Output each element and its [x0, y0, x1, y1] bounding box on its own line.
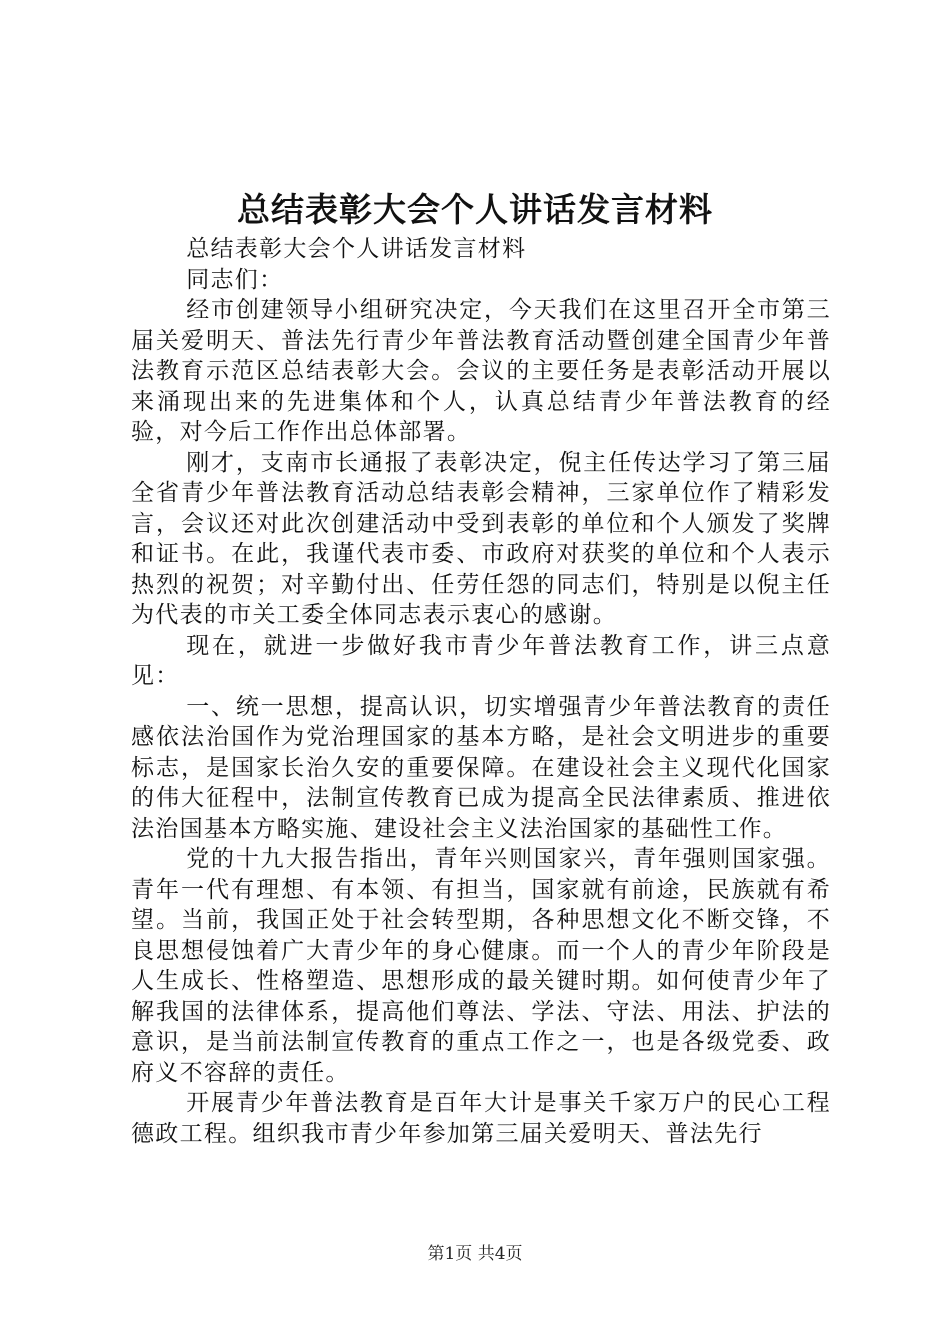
document-title: 总结表彰大会个人讲话发言材料	[237, 190, 713, 229]
paragraph-subtitle: 总结表彰大会个人讲话发言材料	[186, 236, 527, 262]
paragraph: 一、统一思想，提高认识，切实增强青少年普法教育的责任感依法治国作为党治理国家的基本方略，是社会文明进步的重要标志，是国家长治久安的重要保障。在建设社会主义现代化国家的伟大征程中，法制宣传教育已成为提高全民法律素质、推进依法治国基本方略实施、建设社会主义法治国家的基础性工作。	[131, 693, 831, 842]
paragraph: 党的十九大报告指出，青年兴则国家兴，青年强则国家强。青年一代有理想、有本领、有担当，国家就有前途，民族就有希望。当前，我国正处于社会转型期，各种思想文化不断交锋，不良思想侵蚀着广大青少年的身心健康。而一个人的青少年阶段是人生成长、性格塑造、思想形成的最关键时期。如何使青少年了解我国的法律体系，提高他们尊法、学法、守法、用法、护法的意识，是当前法制宣传教育的重点工作之一，也是各级党委、政府义不容辞的责任。	[131, 846, 831, 1086]
document-body	[131, 234, 831, 1149]
page-footer: 第1页 共4页	[427, 1244, 523, 1264]
paragraph-salutation: 同志们：	[186, 266, 284, 293]
paragraph: 刚才，支南市长通报了表彰决定，倪主任传达学习了第三届全省青少年普法教育活动总结表彰会精神，三家单位作了精彩发言，会议还对此次创建活动中受到表彰的单位和个人颁发了奖牌和证书。在此，我谨代表市委、市政府对获奖的单位和个人表示热烈的祝贺；对辛勤付出、任劳任怨的同志们，特别是以倪主任为代表的市关工委全体同志表示衷心的感谢。	[131, 449, 831, 628]
paragraph: 现在，就进一步做好我市青少年普法教育工作，讲三点意见：	[131, 632, 831, 689]
paragraph: 经市创建领导小组研究决定，今天我们在这里召开全市第三届关爱明天、普法先行青少年普法教育活动暨创建全国青少年普法教育示范区总结表彰大会。会议的主要任务是表彰活动开展以来涌现出来的先进集体和个人，认真总结青少年普法教育的经验，对今后工作作出总体部署。	[131, 297, 831, 445]
paragraph: 开展青少年普法教育是百年大计是事关千家万户的民心工程德政工程。组织我市青少年参加第三届关爱明天、普法先行	[131, 1090, 831, 1147]
